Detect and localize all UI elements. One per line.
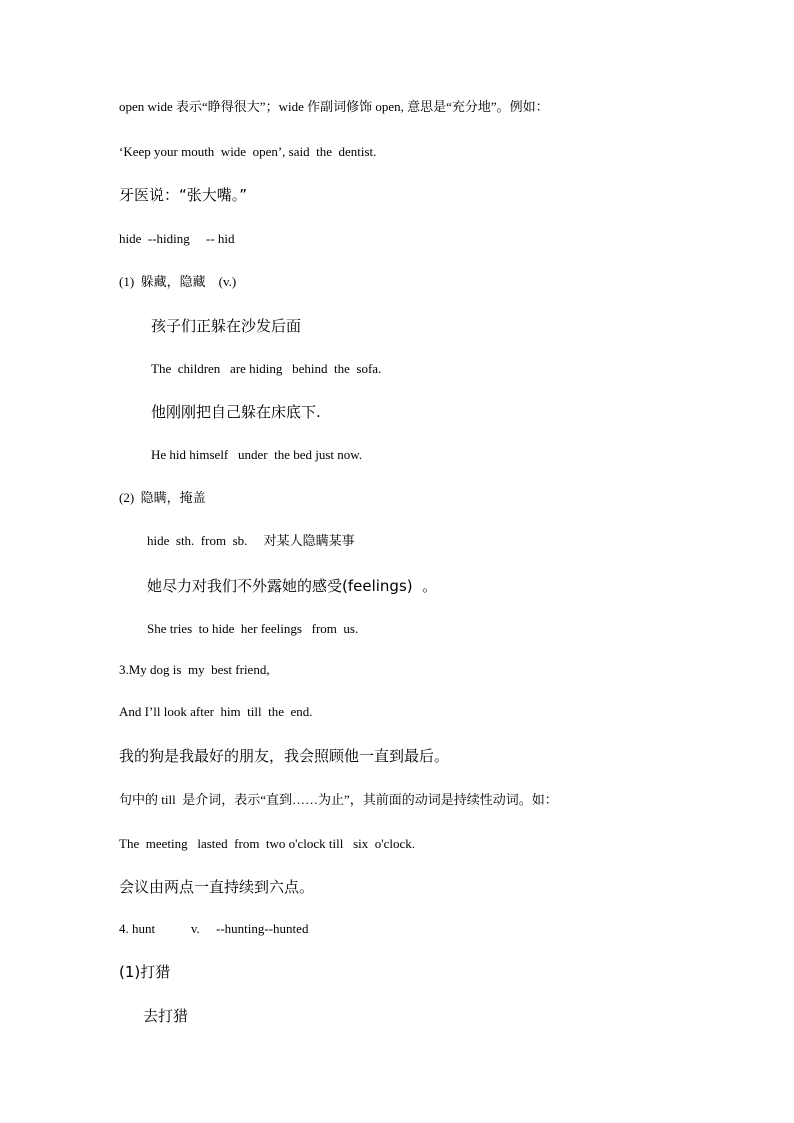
text-line-go-hunting: 去打猎 bbox=[143, 1007, 189, 1025]
text-line-example-dentist: ‘Keep your mouth wide open’, said the dentist. bbox=[119, 144, 377, 159]
text-line-till-explanation: 句中的 till 是介词，表示“直到……为止”，其前面的动词是持续性动词。如： bbox=[119, 792, 558, 807]
text-line-meeting-en: The meeting lasted from two o'clock till six o'clock. bbox=[119, 836, 416, 851]
text-line-hide-forms: hide --hiding -- hid bbox=[119, 231, 235, 246]
text-line-dentist-translation: 牙医说：“张大嘴。” bbox=[119, 186, 248, 204]
text-line-bed-zh: 他刚刚把自己躲在床底下. bbox=[151, 403, 321, 421]
text-line-feelings-zh: 她尽力对我们不外露她的感受(feelings) 。 bbox=[147, 577, 438, 595]
text-line-children-zh: 孩子们正躲在沙发后面 bbox=[151, 317, 302, 335]
text-line-meeting-zh: 会议由两点一直持续到六点。 bbox=[119, 878, 315, 896]
text-line-item-3-en-2: And I’ll look after him till the end. bbox=[119, 704, 313, 719]
text-line-hunt-forms: 4. hunt v. --hunting--hunted bbox=[119, 921, 309, 936]
text-line-hide-sth-phrase: hide sth. from sb. 对某人隐瞒某事 bbox=[147, 533, 355, 548]
text-line-item-3-zh: 我的狗是我最好的朋友，我会照顾他一直到最后。 bbox=[119, 747, 450, 765]
text-line-open-wide-explanation: open wide 表示“睁得很大”；wide 作副词修饰 open, 意思是“充分地”。例如： bbox=[119, 99, 549, 114]
text-line-feelings-en: She tries to hide her feelings from us. bbox=[147, 621, 359, 636]
text-line-hide-meaning-1: (1) 躲藏，隐藏 (v.) bbox=[119, 274, 237, 289]
text-line-hide-meaning-2: (2) 隐瞒，掩盖 bbox=[119, 490, 206, 505]
text-line-bed-en: He hid himself under the bed just now. bbox=[151, 447, 363, 462]
text-line-item-3-en-1: 3.My dog is my best friend, bbox=[119, 662, 270, 677]
text-line-hunt-meaning-1: (1)打猎 bbox=[119, 963, 171, 981]
text-line-children-en: The children are hiding behind the sofa. bbox=[151, 361, 382, 376]
